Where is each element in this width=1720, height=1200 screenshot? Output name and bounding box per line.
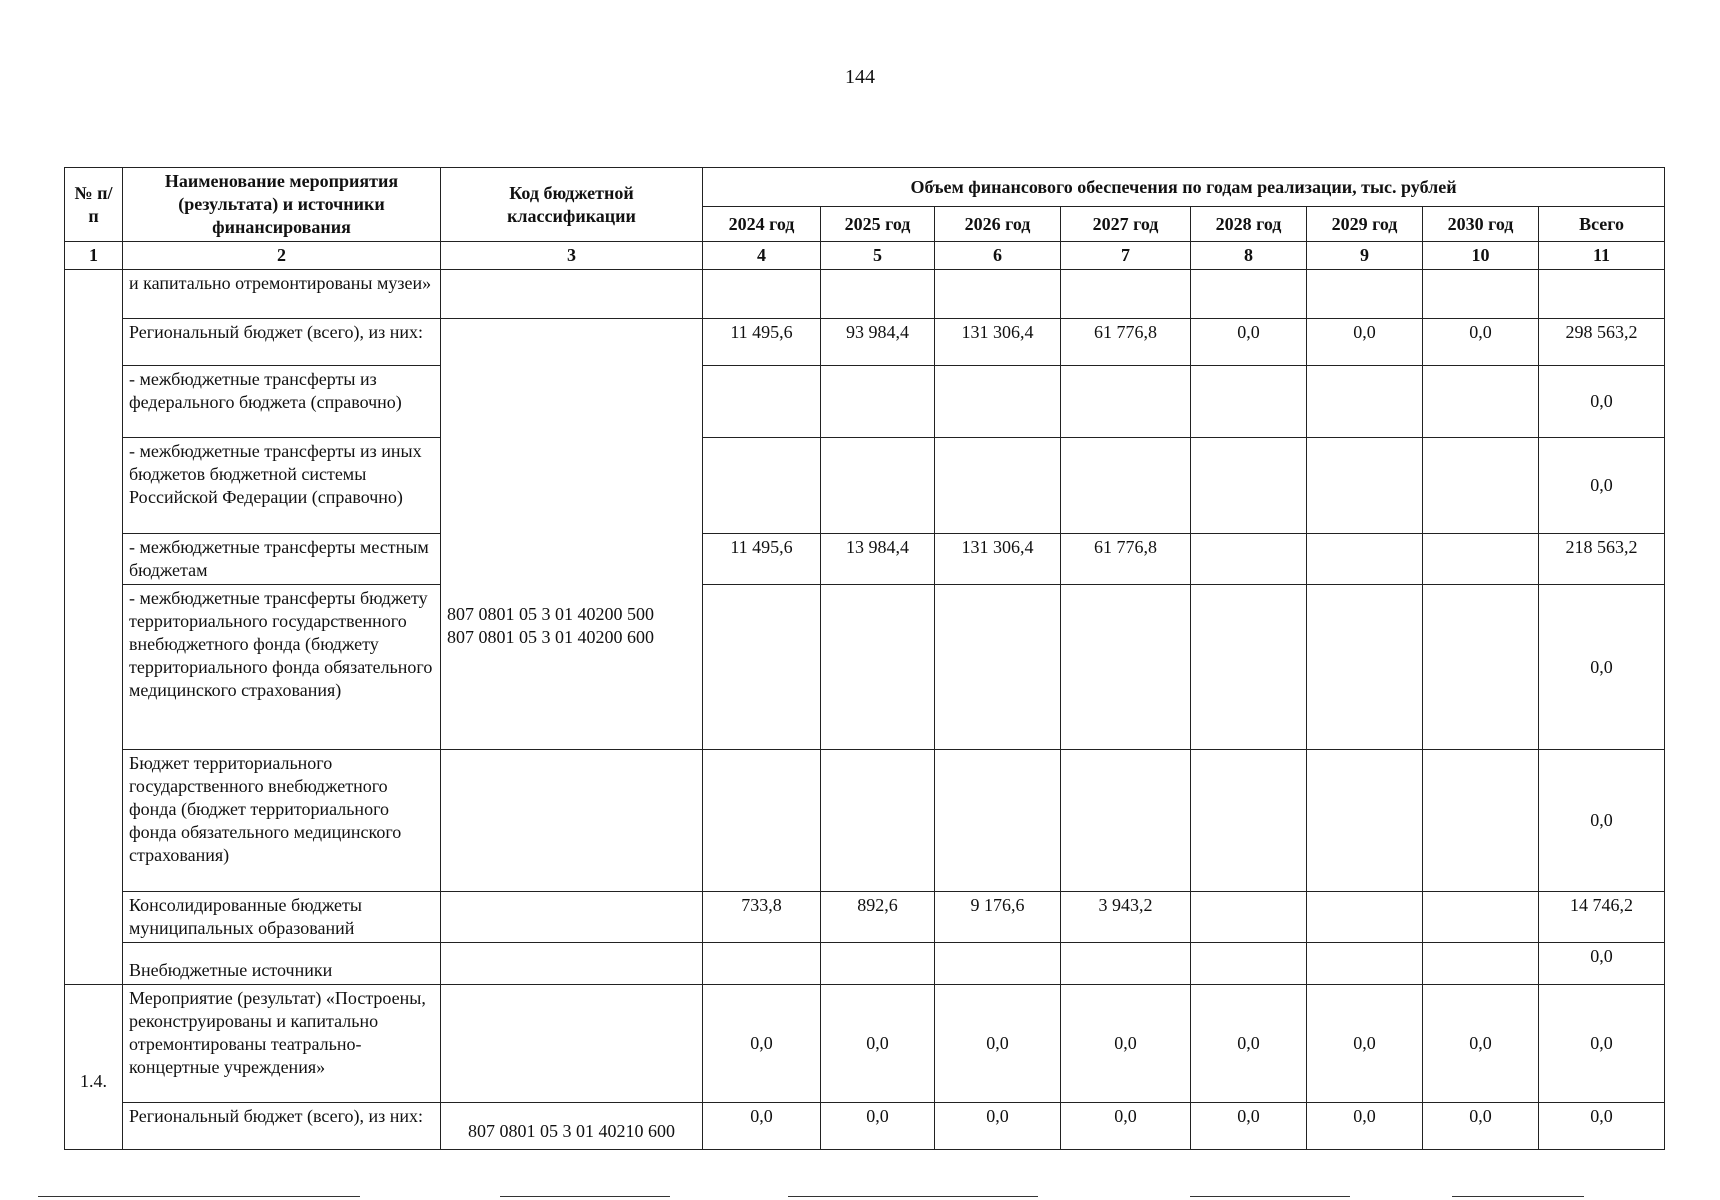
cell-value: 9 176,6 bbox=[935, 892, 1061, 943]
table-row bbox=[65, 270, 1665, 319]
cell-value bbox=[1191, 270, 1307, 319]
cell-value: 0,0 bbox=[935, 985, 1061, 1103]
header-year-2028: 2028 год bbox=[1191, 207, 1307, 242]
budget-code-cell bbox=[441, 319, 703, 750]
cell-value: 0,0 bbox=[1423, 985, 1539, 1103]
table-row bbox=[65, 1103, 1665, 1150]
header-name: Наименование мероприятия (результата) и источники финансирования bbox=[123, 168, 441, 242]
header-year-2027: 2027 год bbox=[1061, 207, 1191, 242]
row-code-empty bbox=[441, 943, 703, 985]
cell-value: 0,0 bbox=[1191, 985, 1307, 1103]
cell-value bbox=[1061, 943, 1191, 985]
table-row bbox=[65, 319, 1665, 366]
cell-value bbox=[703, 750, 821, 892]
table-row bbox=[65, 585, 1665, 750]
column-number: 10 bbox=[1423, 242, 1539, 270]
cell-value bbox=[1423, 750, 1539, 892]
row-name: Региональный бюджет (всего), из них: bbox=[123, 1103, 441, 1150]
row-name: Региональный бюджет (всего), из них: bbox=[123, 319, 441, 366]
cell-value: 0,0 bbox=[935, 1103, 1061, 1150]
cell-value bbox=[703, 585, 821, 750]
cell-value: 0,0 bbox=[1423, 1103, 1539, 1150]
row-name: - межбюджетные трансферты из иных бюджетов бюджетной системы Российской Федерации (справочно) bbox=[123, 438, 441, 534]
table-row bbox=[65, 943, 1665, 985]
cell-value bbox=[1061, 366, 1191, 438]
cell-value: 61 776,8 bbox=[1061, 319, 1191, 366]
cell-value: 0,0 bbox=[1539, 585, 1665, 750]
table-row bbox=[65, 534, 1665, 585]
footer-rule bbox=[788, 1196, 1038, 1197]
header-year-2024: 2024 год bbox=[703, 207, 821, 242]
cell-value: 0,0 bbox=[1061, 985, 1191, 1103]
row-index: 1.4. bbox=[65, 985, 123, 1150]
cell-value bbox=[1423, 943, 1539, 985]
cell-value bbox=[935, 585, 1061, 750]
column-number: 9 bbox=[1307, 242, 1423, 270]
column-number: 6 bbox=[935, 242, 1061, 270]
row-name: и капитально отремонтированы музеи» bbox=[123, 270, 441, 319]
cell-value bbox=[1423, 438, 1539, 534]
cell-value bbox=[1423, 534, 1539, 585]
row-name: - межбюджетные трансферты местным бюджетам bbox=[123, 534, 441, 585]
cell-value bbox=[1423, 366, 1539, 438]
header-code: Код бюджетной классификации bbox=[441, 168, 703, 242]
row-code-empty bbox=[441, 985, 703, 1103]
cell-value: 0,0 bbox=[1539, 1103, 1665, 1150]
cell-value bbox=[935, 943, 1061, 985]
cell-value bbox=[821, 366, 935, 438]
cell-value bbox=[821, 750, 935, 892]
row-name: Мероприятие (результат) «Построены, реконструированы и капитально отремонтированы театрально-концертные учреждения» bbox=[123, 985, 441, 1103]
cell-value bbox=[1307, 750, 1423, 892]
cell-value bbox=[1307, 438, 1423, 534]
cell-value: 892,6 bbox=[821, 892, 935, 943]
cell-value bbox=[1191, 534, 1307, 585]
cell-value: 298 563,2 bbox=[1539, 319, 1665, 366]
column-number: 8 bbox=[1191, 242, 1307, 270]
header-year-2025: 2025 год bbox=[821, 207, 935, 242]
header-year-2029: 2029 год bbox=[1307, 207, 1423, 242]
table-row bbox=[65, 892, 1665, 943]
cell-value bbox=[821, 585, 935, 750]
footer-rule bbox=[500, 1196, 670, 1197]
row-name: Консолидированные бюджеты муниципальных образований bbox=[123, 892, 441, 943]
cell-value bbox=[1307, 892, 1423, 943]
cell-value bbox=[1539, 270, 1665, 319]
cell-value bbox=[1191, 892, 1307, 943]
cell-value bbox=[821, 943, 935, 985]
cell-value: 0,0 bbox=[1539, 750, 1665, 892]
cell-value: 0,0 bbox=[1423, 319, 1539, 366]
cell-value: 0,0 bbox=[703, 1103, 821, 1150]
column-number: 2 bbox=[123, 242, 441, 270]
cell-value: 0,0 bbox=[1539, 943, 1665, 985]
cell-value bbox=[1423, 270, 1539, 319]
cell-value bbox=[1307, 270, 1423, 319]
cell-value bbox=[1061, 585, 1191, 750]
column-number: 1 bbox=[65, 242, 123, 270]
row-name: Внебюджетные источники bbox=[123, 943, 441, 985]
cell-value bbox=[1307, 943, 1423, 985]
cell-value: 93 984,4 bbox=[821, 319, 935, 366]
cell-value bbox=[1191, 438, 1307, 534]
column-number: 7 bbox=[1061, 242, 1191, 270]
row-name: - межбюджетные трансферты из федерального бюджета (справочно) bbox=[123, 366, 441, 438]
cell-value: 11 495,6 bbox=[703, 319, 821, 366]
cell-value bbox=[1191, 366, 1307, 438]
cell-value bbox=[935, 750, 1061, 892]
cell-value bbox=[1307, 585, 1423, 750]
cell-value: 131 306,4 bbox=[935, 534, 1061, 585]
header-total: Всего bbox=[1539, 207, 1665, 242]
footer-rule bbox=[38, 1196, 360, 1197]
cell-value bbox=[703, 270, 821, 319]
cell-value bbox=[703, 366, 821, 438]
cell-value bbox=[821, 270, 935, 319]
cell-value: 218 563,2 bbox=[1539, 534, 1665, 585]
row-name: Бюджет территориального государственного внебюджетного фонда (бюджет территориального фонда обязательного медицинского страхования) bbox=[123, 750, 441, 892]
cell-value: 0,0 bbox=[821, 985, 935, 1103]
header-year-2030: 2030 год bbox=[1423, 207, 1539, 242]
column-number: 3 bbox=[441, 242, 703, 270]
cell-value bbox=[1423, 892, 1539, 943]
cell-value: 11 495,6 bbox=[703, 534, 821, 585]
cell-value bbox=[821, 438, 935, 534]
column-number-row bbox=[65, 242, 1665, 270]
cell-value: 14 746,2 bbox=[1539, 892, 1665, 943]
cell-value: 0,0 bbox=[1307, 319, 1423, 366]
header-year-2026: 2026 год bbox=[935, 207, 1061, 242]
cell-value bbox=[935, 438, 1061, 534]
cell-value: 0,0 bbox=[1307, 1103, 1423, 1150]
budget-code: 807 0801 05 3 01 40200 500 bbox=[447, 604, 654, 624]
cell-value bbox=[1061, 438, 1191, 534]
row-code-empty bbox=[441, 750, 703, 892]
financing-table bbox=[64, 167, 1665, 1150]
cell-value: 0,0 bbox=[1191, 319, 1307, 366]
header-volume: Объем финансового обеспечения по годам реализации, тыс. рублей bbox=[703, 168, 1665, 207]
page-number: 144 bbox=[845, 66, 875, 88]
footer-rule bbox=[1452, 1196, 1584, 1197]
column-number: 4 bbox=[703, 242, 821, 270]
cell-value bbox=[1191, 750, 1307, 892]
cell-value bbox=[1307, 534, 1423, 585]
footer-rule bbox=[1190, 1196, 1350, 1197]
table-row bbox=[65, 985, 1665, 1103]
cell-value: 13 984,4 bbox=[821, 534, 935, 585]
cell-value bbox=[1061, 750, 1191, 892]
cell-value bbox=[935, 270, 1061, 319]
cell-value: 131 306,4 bbox=[935, 319, 1061, 366]
budget-code: 807 0801 05 3 01 40200 600 bbox=[447, 627, 654, 647]
cell-value: 0,0 bbox=[1191, 1103, 1307, 1150]
cell-value bbox=[703, 438, 821, 534]
cell-value bbox=[1061, 270, 1191, 319]
table-row bbox=[65, 366, 1665, 438]
cell-value: 0,0 bbox=[1307, 985, 1423, 1103]
table-row bbox=[65, 750, 1665, 892]
cell-value: 0,0 bbox=[1061, 1103, 1191, 1150]
cell-value bbox=[1191, 585, 1307, 750]
cell-value bbox=[1423, 585, 1539, 750]
header-num: № п/п bbox=[65, 168, 123, 242]
cell-value: 0,0 bbox=[1539, 366, 1665, 438]
row-code-empty bbox=[441, 892, 703, 943]
row-name: - межбюджетные трансферты бюджету территориального государственного внебюджетного фонда (бюджету территориального фонда обязательного медицинского страхования) bbox=[123, 585, 441, 750]
cell-value: 0,0 bbox=[1539, 438, 1665, 534]
table-row bbox=[65, 438, 1665, 534]
cell-value: 0,0 bbox=[821, 1103, 935, 1150]
cell-value bbox=[1191, 943, 1307, 985]
cell-value: 0,0 bbox=[1539, 985, 1665, 1103]
cell-value: 3 943,2 bbox=[1061, 892, 1191, 943]
cell-value: 0,0 bbox=[703, 985, 821, 1103]
column-number: 11 bbox=[1539, 242, 1665, 270]
cell-value bbox=[703, 943, 821, 985]
cell-value bbox=[1307, 366, 1423, 438]
row-code-empty bbox=[441, 270, 703, 319]
budget-code: 807 0801 05 3 01 40210 600 bbox=[441, 1103, 703, 1150]
column-number: 5 bbox=[821, 242, 935, 270]
cell-value bbox=[935, 366, 1061, 438]
cell-value: 733,8 bbox=[703, 892, 821, 943]
row-index-empty bbox=[65, 270, 123, 985]
cell-value: 61 776,8 bbox=[1061, 534, 1191, 585]
